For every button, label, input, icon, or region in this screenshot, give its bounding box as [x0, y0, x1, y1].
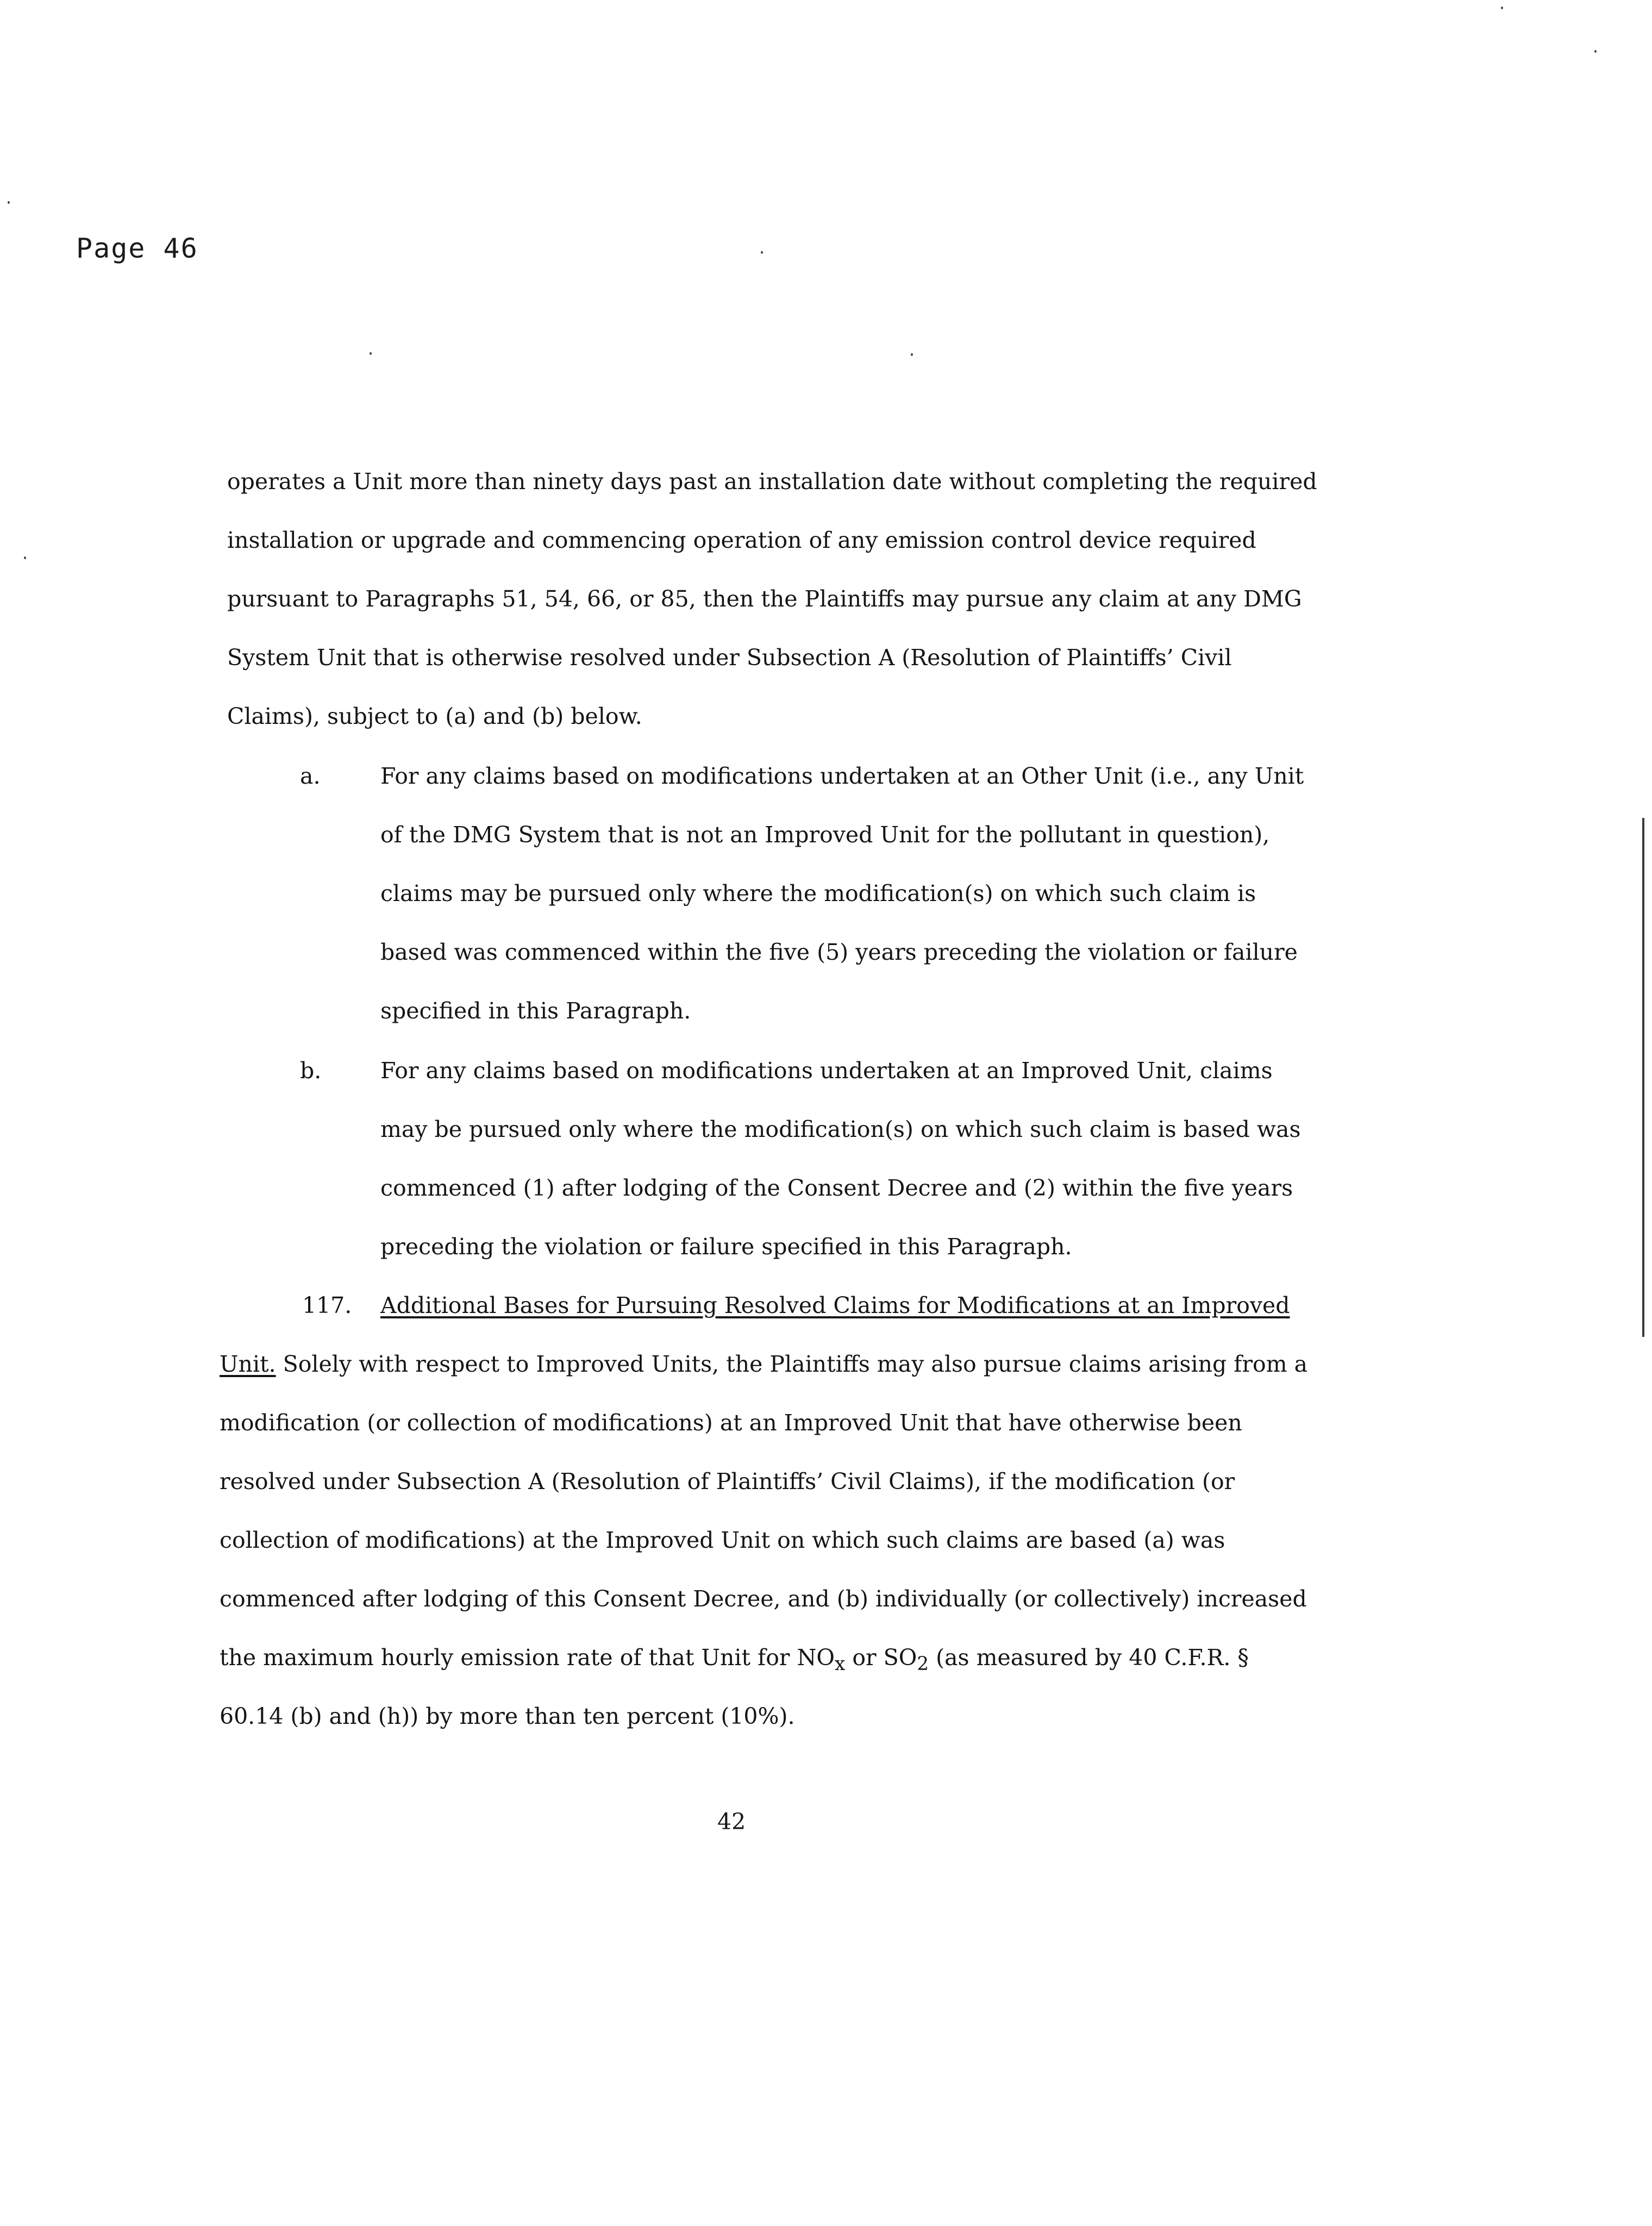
item-a-label: a.	[300, 763, 321, 789]
paragraph-number: 117.	[302, 1292, 352, 1318]
intro-line: pursuant to Paragraphs 51, 54, 66, or 85, then the Plaintiffs may pursue any claim at any DMG	[227, 586, 1302, 612]
scan-edge-line	[1642, 818, 1644, 1337]
paragraph-heading: Additional Bases for Pursuing Resolved Claims for Modifications at an Improved	[380, 1292, 1290, 1318]
intro-line: installation or upgrade and commencing operation of any emission control device required	[227, 527, 1256, 553]
paragraph-line: collection of modifications) at the Improved Unit on which such claims are based (a) was	[220, 1527, 1225, 1553]
item-a-line: specified in this Paragraph.	[380, 998, 691, 1024]
paragraph-heading-end: Unit.	[220, 1351, 276, 1377]
intro-line: operates a Unit more than ninety days past an installation date without completing the required	[227, 468, 1317, 495]
paragraph-line	[220, 1351, 1307, 1377]
scan-speck	[761, 251, 763, 254]
emission-text-pre: the maximum hourly emission rate of that Unit for NO	[220, 1645, 835, 1671]
subscript-x: x	[835, 1653, 846, 1675]
item-a-line: For any claims based on modifications undertaken at an Other Unit (i.e., any Unit	[380, 763, 1304, 789]
scan-speck	[8, 201, 10, 204]
scan-speck	[1594, 50, 1597, 53]
paragraph-line-text: Solely with respect to Improved Units, the Plaintiffs may also pursue claims arising from a	[276, 1351, 1308, 1377]
scan-speck	[24, 556, 26, 559]
item-b-line: preceding the violation or failure specified in this Paragraph.	[380, 1234, 1072, 1260]
emission-text-post: (as measured by 40 C.F.R. §	[929, 1645, 1249, 1671]
page-header-label: Page 46	[76, 233, 198, 264]
paragraph-line: commenced after lodging of this Consent Decree, and (b) individually (or collectively) increased	[220, 1586, 1307, 1612]
scan-speck	[911, 353, 913, 356]
intro-line: Claims), subject to (a) and (b) below.	[227, 703, 642, 729]
paragraph-line: 60.14 (b) and (h)) by more than ten percent (10%).	[220, 1703, 795, 1729]
item-a-line: of the DMG System that is not an Improved Unit for the pollutant in question),	[380, 822, 1270, 848]
item-b-line: For any claims based on modifications undertaken at an Improved Unit, claims	[380, 1058, 1273, 1084]
item-b-line: commenced (1) after lodging of the Consent Decree and (2) within the five years	[380, 1175, 1293, 1201]
subscript-2: 2	[917, 1653, 929, 1675]
page-number: 42	[717, 1809, 746, 1835]
paragraph-line: resolved under Subsection A (Resolution of Plaintiffs’ Civil Claims), if the modification (or	[220, 1468, 1235, 1495]
item-a-line: based was commenced within the five (5) years preceding the violation or failure	[380, 939, 1298, 965]
item-b-line: may be pursued only where the modification(s) on which such claim is based was	[380, 1116, 1301, 1142]
item-b-label: b.	[300, 1058, 322, 1084]
intro-line: System Unit that is otherwise resolved under Subsection A (Resolution of Plaintiffs’ Civil	[227, 645, 1232, 671]
paragraph-emission-line	[220, 1645, 1249, 1675]
item-a-line: claims may be pursued only where the modification(s) on which such claim is	[380, 880, 1256, 906]
scan-speck	[1501, 7, 1503, 9]
scan-speck	[370, 352, 372, 355]
emission-text-mid: or SO	[845, 1645, 917, 1671]
paragraph-line: modification (or collection of modifications) at an Improved Unit that have otherwise been	[220, 1410, 1242, 1436]
